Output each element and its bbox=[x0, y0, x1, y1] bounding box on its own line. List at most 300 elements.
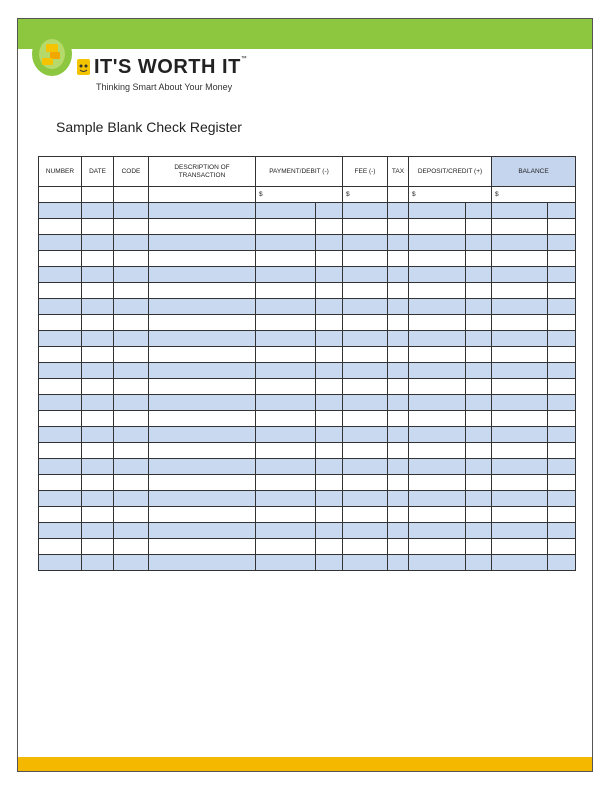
table-row bbox=[39, 555, 576, 571]
table-cell[interactable] bbox=[149, 379, 256, 395]
table-cell[interactable] bbox=[343, 315, 388, 331]
table-cell[interactable] bbox=[39, 331, 82, 347]
table-cell[interactable] bbox=[114, 539, 149, 555]
table-row bbox=[39, 251, 576, 267]
table-cell[interactable] bbox=[466, 427, 492, 443]
table-cell[interactable] bbox=[548, 427, 576, 443]
table-cell[interactable] bbox=[492, 331, 548, 347]
table-cell[interactable] bbox=[466, 299, 492, 315]
table-cell[interactable] bbox=[343, 267, 388, 283]
table-cell[interactable] bbox=[492, 411, 548, 427]
table-cell[interactable] bbox=[39, 459, 82, 475]
table-cell[interactable] bbox=[256, 555, 316, 571]
table-cell[interactable] bbox=[39, 315, 82, 331]
payment-dollar-sign[interactable]: $ bbox=[256, 187, 343, 203]
table-cell[interactable] bbox=[256, 539, 316, 555]
table-cell[interactable] bbox=[492, 283, 548, 299]
table-cell[interactable] bbox=[343, 203, 388, 219]
table-cell[interactable] bbox=[149, 459, 256, 475]
header-description-line1: DESCRIPTION OF bbox=[174, 163, 230, 171]
table-cell[interactable] bbox=[548, 411, 576, 427]
table-cell[interactable] bbox=[466, 411, 492, 427]
table-cell[interactable] bbox=[39, 267, 82, 283]
table-cell[interactable] bbox=[316, 379, 343, 395]
table-cell[interactable] bbox=[409, 219, 466, 235]
table-cell[interactable] bbox=[39, 523, 82, 539]
table-cell[interactable] bbox=[466, 395, 492, 411]
table-cell[interactable] bbox=[548, 379, 576, 395]
table-cell[interactable] bbox=[548, 267, 576, 283]
table-row bbox=[39, 395, 576, 411]
table-cell[interactable] bbox=[316, 443, 343, 459]
table-cell[interactable] bbox=[114, 251, 149, 267]
table-cell[interactable] bbox=[466, 491, 492, 507]
table-cell[interactable] bbox=[82, 491, 114, 507]
table-cell[interactable] bbox=[256, 235, 316, 251]
table-cell[interactable] bbox=[82, 443, 114, 459]
table-cell[interactable] bbox=[409, 411, 466, 427]
table-cell[interactable] bbox=[409, 315, 466, 331]
table-cell[interactable] bbox=[388, 411, 409, 427]
table-cell[interactable] bbox=[114, 267, 149, 283]
table-cell[interactable] bbox=[409, 251, 466, 267]
table-cell[interactable] bbox=[114, 219, 149, 235]
table-cell[interactable] bbox=[548, 491, 576, 507]
table-cell[interactable] bbox=[388, 331, 409, 347]
table-cell[interactable] bbox=[82, 283, 114, 299]
table-cell[interactable] bbox=[114, 427, 149, 443]
table-cell[interactable] bbox=[388, 363, 409, 379]
table-cell[interactable] bbox=[388, 523, 409, 539]
table-cell[interactable] bbox=[492, 459, 548, 475]
table-cell[interactable] bbox=[466, 347, 492, 363]
header-description-line2: TRANSACTION bbox=[178, 171, 226, 179]
table-cell[interactable] bbox=[466, 475, 492, 491]
table-cell[interactable] bbox=[466, 331, 492, 347]
table-cell[interactable] bbox=[316, 299, 343, 315]
table-cell[interactable] bbox=[114, 523, 149, 539]
table-cell[interactable] bbox=[114, 507, 149, 523]
table-cell[interactable] bbox=[82, 331, 114, 347]
table-cell[interactable] bbox=[409, 539, 466, 555]
table-cell[interactable] bbox=[343, 251, 388, 267]
table-cell[interactable] bbox=[466, 539, 492, 555]
table-cell[interactable] bbox=[316, 539, 343, 555]
table-cell[interactable] bbox=[409, 459, 466, 475]
table-cell[interactable] bbox=[114, 555, 149, 571]
table-cell[interactable] bbox=[548, 555, 576, 571]
table-cell[interactable] bbox=[388, 347, 409, 363]
table-cell[interactable] bbox=[492, 555, 548, 571]
table-cell[interactable] bbox=[316, 251, 343, 267]
table-cell[interactable] bbox=[39, 187, 82, 203]
table-cell[interactable] bbox=[82, 315, 114, 331]
table-cell[interactable] bbox=[82, 379, 114, 395]
table-cell[interactable] bbox=[548, 347, 576, 363]
table-cell[interactable] bbox=[82, 347, 114, 363]
table-cell[interactable] bbox=[409, 523, 466, 539]
table-cell[interactable] bbox=[39, 539, 82, 555]
table-cell[interactable] bbox=[466, 251, 492, 267]
table-cell[interactable] bbox=[409, 491, 466, 507]
table-cell[interactable] bbox=[114, 347, 149, 363]
table-cell[interactable] bbox=[409, 363, 466, 379]
table-cell[interactable] bbox=[82, 411, 114, 427]
table-cell[interactable] bbox=[492, 379, 548, 395]
table-cell[interactable] bbox=[343, 379, 388, 395]
table-cell[interactable] bbox=[39, 379, 82, 395]
table-cell[interactable] bbox=[114, 203, 149, 219]
table-cell[interactable] bbox=[39, 443, 82, 459]
table-cell[interactable] bbox=[548, 443, 576, 459]
table-cell[interactable] bbox=[82, 219, 114, 235]
dollar-sign-row bbox=[39, 187, 576, 203]
table-row bbox=[39, 491, 576, 507]
table-cell[interactable] bbox=[492, 347, 548, 363]
table-cell[interactable] bbox=[316, 347, 343, 363]
table-cell[interactable] bbox=[256, 267, 316, 283]
table-cell[interactable] bbox=[492, 427, 548, 443]
table-cell[interactable] bbox=[316, 267, 343, 283]
table-cell[interactable] bbox=[388, 475, 409, 491]
table-cell[interactable] bbox=[492, 443, 548, 459]
table-cell[interactable] bbox=[388, 427, 409, 443]
table-row bbox=[39, 347, 576, 363]
table-cell[interactable] bbox=[82, 475, 114, 491]
table-cell[interactable] bbox=[149, 475, 256, 491]
table-cell[interactable] bbox=[409, 507, 466, 523]
table-cell[interactable] bbox=[466, 203, 492, 219]
table-cell[interactable] bbox=[466, 219, 492, 235]
table-cell[interactable] bbox=[256, 299, 316, 315]
table-cell[interactable] bbox=[466, 523, 492, 539]
table-cell[interactable] bbox=[82, 363, 114, 379]
table-cell[interactable] bbox=[409, 347, 466, 363]
table-cell[interactable] bbox=[388, 283, 409, 299]
table-cell[interactable] bbox=[39, 283, 82, 299]
table-cell[interactable] bbox=[343, 539, 388, 555]
table-cell[interactable] bbox=[82, 427, 114, 443]
table-cell[interactable] bbox=[149, 507, 256, 523]
table-cell[interactable] bbox=[256, 443, 316, 459]
table-cell[interactable] bbox=[316, 203, 343, 219]
table-cell[interactable] bbox=[466, 235, 492, 251]
table-cell[interactable] bbox=[409, 395, 466, 411]
table-cell[interactable] bbox=[548, 539, 576, 555]
table-cell[interactable] bbox=[548, 363, 576, 379]
table-cell[interactable] bbox=[82, 203, 114, 219]
table-cell[interactable] bbox=[388, 219, 409, 235]
table-cell[interactable] bbox=[466, 363, 492, 379]
table-cell[interactable] bbox=[492, 395, 548, 411]
table-cell[interactable] bbox=[256, 347, 316, 363]
table-cell[interactable] bbox=[114, 379, 149, 395]
table-cell[interactable] bbox=[39, 507, 82, 523]
table-cell[interactable] bbox=[409, 379, 466, 395]
table-cell[interactable] bbox=[343, 475, 388, 491]
table-cell[interactable] bbox=[466, 459, 492, 475]
table-cell[interactable] bbox=[316, 395, 343, 411]
table-cell[interactable] bbox=[343, 395, 388, 411]
table-cell[interactable] bbox=[388, 443, 409, 459]
header-fee: FEE (-) bbox=[343, 157, 388, 187]
deposit-dollar-sign[interactable]: $ bbox=[409, 187, 492, 203]
table-cell[interactable] bbox=[82, 523, 114, 539]
table-cell[interactable] bbox=[548, 507, 576, 523]
table-cell[interactable] bbox=[388, 539, 409, 555]
table-cell[interactable] bbox=[548, 299, 576, 315]
table-cell[interactable] bbox=[316, 555, 343, 571]
table-cell[interactable] bbox=[256, 491, 316, 507]
table-cell[interactable] bbox=[388, 203, 409, 219]
table-cell[interactable] bbox=[149, 555, 256, 571]
table-cell[interactable] bbox=[466, 379, 492, 395]
table-cell[interactable] bbox=[256, 507, 316, 523]
table-cell[interactable] bbox=[114, 411, 149, 427]
table-cell[interactable] bbox=[388, 315, 409, 331]
table-cell[interactable] bbox=[409, 331, 466, 347]
fee-dollar-sign[interactable]: $ bbox=[343, 187, 388, 203]
table-cell[interactable] bbox=[409, 443, 466, 459]
table-cell[interactable] bbox=[316, 491, 343, 507]
table-cell[interactable] bbox=[548, 315, 576, 331]
table-cell[interactable] bbox=[256, 395, 316, 411]
table-cell[interactable] bbox=[149, 363, 256, 379]
table-cell[interactable] bbox=[256, 251, 316, 267]
table-cell[interactable] bbox=[39, 395, 82, 411]
table-cell[interactable] bbox=[149, 347, 256, 363]
table-cell[interactable] bbox=[256, 459, 316, 475]
table-cell[interactable] bbox=[149, 187, 256, 203]
table-cell[interactable] bbox=[548, 283, 576, 299]
table-cell[interactable] bbox=[548, 523, 576, 539]
table-row bbox=[39, 331, 576, 347]
table-cell[interactable] bbox=[388, 299, 409, 315]
table-cell[interactable] bbox=[492, 363, 548, 379]
table-cell[interactable] bbox=[548, 395, 576, 411]
table-cell[interactable] bbox=[256, 283, 316, 299]
table-cell[interactable] bbox=[82, 539, 114, 555]
table-cell[interactable] bbox=[343, 283, 388, 299]
table-cell[interactable] bbox=[316, 331, 343, 347]
table-cell[interactable] bbox=[149, 523, 256, 539]
table-cell[interactable] bbox=[256, 363, 316, 379]
table-cell[interactable] bbox=[114, 235, 149, 251]
table-cell[interactable] bbox=[343, 299, 388, 315]
table-cell[interactable] bbox=[492, 219, 548, 235]
table-cell[interactable] bbox=[149, 315, 256, 331]
table-cell[interactable] bbox=[114, 283, 149, 299]
table-cell[interactable] bbox=[256, 427, 316, 443]
table-cell[interactable] bbox=[256, 315, 316, 331]
table-cell[interactable] bbox=[256, 203, 316, 219]
table-cell[interactable] bbox=[316, 235, 343, 251]
table-cell[interactable] bbox=[388, 235, 409, 251]
table-cell[interactable] bbox=[114, 443, 149, 459]
table-cell[interactable] bbox=[316, 411, 343, 427]
table-cell[interactable] bbox=[114, 491, 149, 507]
table-cell[interactable] bbox=[388, 187, 409, 203]
table-cell[interactable] bbox=[114, 363, 149, 379]
table-cell[interactable] bbox=[114, 475, 149, 491]
table-cell[interactable] bbox=[39, 203, 82, 219]
table-cell[interactable] bbox=[388, 507, 409, 523]
table-cell[interactable] bbox=[316, 283, 343, 299]
table-cell[interactable] bbox=[343, 363, 388, 379]
table-cell[interactable] bbox=[149, 203, 256, 219]
table-cell[interactable] bbox=[343, 491, 388, 507]
table-cell[interactable] bbox=[149, 235, 256, 251]
table-cell[interactable] bbox=[149, 411, 256, 427]
table-cell[interactable] bbox=[82, 507, 114, 523]
table-cell[interactable] bbox=[149, 331, 256, 347]
table-cell[interactable] bbox=[149, 427, 256, 443]
table-cell[interactable] bbox=[409, 283, 466, 299]
table-cell[interactable] bbox=[548, 235, 576, 251]
table-cell[interactable] bbox=[492, 507, 548, 523]
table-cell[interactable] bbox=[316, 315, 343, 331]
brand-name bbox=[94, 56, 247, 79]
table-cell[interactable] bbox=[548, 203, 576, 219]
table-cell[interactable] bbox=[316, 219, 343, 235]
table-cell[interactable] bbox=[114, 187, 149, 203]
table-cell[interactable] bbox=[343, 507, 388, 523]
table-cell[interactable] bbox=[149, 491, 256, 507]
table-cell[interactable] bbox=[149, 443, 256, 459]
table-cell[interactable] bbox=[409, 203, 466, 219]
table-cell[interactable] bbox=[466, 315, 492, 331]
table-row bbox=[39, 235, 576, 251]
table-cell[interactable] bbox=[149, 219, 256, 235]
table-cell[interactable] bbox=[149, 395, 256, 411]
table-cell[interactable] bbox=[39, 251, 82, 267]
table-cell[interactable] bbox=[39, 363, 82, 379]
table-cell[interactable] bbox=[343, 443, 388, 459]
table-cell[interactable] bbox=[388, 379, 409, 395]
table-cell[interactable] bbox=[149, 267, 256, 283]
table-cell[interactable] bbox=[466, 283, 492, 299]
table-cell[interactable] bbox=[388, 459, 409, 475]
table-cell[interactable] bbox=[343, 459, 388, 475]
table-cell[interactable] bbox=[409, 299, 466, 315]
table-cell[interactable] bbox=[466, 555, 492, 571]
table-cell[interactable] bbox=[82, 267, 114, 283]
table-cell[interactable] bbox=[388, 555, 409, 571]
table-cell[interactable] bbox=[548, 251, 576, 267]
table-cell[interactable] bbox=[343, 555, 388, 571]
table-cell[interactable] bbox=[316, 475, 343, 491]
table-cell[interactable] bbox=[82, 299, 114, 315]
table-cell[interactable] bbox=[82, 251, 114, 267]
table-cell[interactable] bbox=[39, 219, 82, 235]
table-cell[interactable] bbox=[492, 475, 548, 491]
table-cell[interactable] bbox=[114, 331, 149, 347]
table-cell[interactable] bbox=[82, 395, 114, 411]
table-cell[interactable] bbox=[256, 411, 316, 427]
table-cell[interactable] bbox=[256, 331, 316, 347]
table-cell[interactable] bbox=[466, 443, 492, 459]
table-cell[interactable] bbox=[256, 379, 316, 395]
table-cell[interactable] bbox=[492, 315, 548, 331]
table-cell[interactable] bbox=[82, 235, 114, 251]
table-cell[interactable] bbox=[343, 219, 388, 235]
table-cell[interactable] bbox=[492, 299, 548, 315]
table-cell[interactable] bbox=[256, 475, 316, 491]
table-cell[interactable] bbox=[256, 219, 316, 235]
table-cell[interactable] bbox=[82, 555, 114, 571]
table-cell[interactable] bbox=[409, 555, 466, 571]
table-cell[interactable] bbox=[388, 267, 409, 283]
table-cell[interactable] bbox=[256, 523, 316, 539]
table-cell[interactable] bbox=[316, 507, 343, 523]
brand-name-text: IT'S WORTH IT bbox=[94, 56, 241, 78]
table-cell[interactable] bbox=[492, 251, 548, 267]
table-cell[interactable] bbox=[82, 459, 114, 475]
table-cell[interactable] bbox=[114, 315, 149, 331]
table-cell[interactable] bbox=[548, 331, 576, 347]
table-cell[interactable] bbox=[39, 555, 82, 571]
table-cell[interactable] bbox=[39, 299, 82, 315]
table-cell[interactable] bbox=[492, 203, 548, 219]
table-cell[interactable] bbox=[343, 331, 388, 347]
table-cell[interactable] bbox=[114, 459, 149, 475]
table-cell[interactable] bbox=[492, 539, 548, 555]
table-cell[interactable] bbox=[409, 427, 466, 443]
balance-dollar-sign[interactable]: $ bbox=[492, 187, 576, 203]
table-cell[interactable] bbox=[492, 235, 548, 251]
table-cell[interactable] bbox=[114, 395, 149, 411]
table-cell[interactable] bbox=[409, 475, 466, 491]
table-cell[interactable] bbox=[343, 523, 388, 539]
table-cell[interactable] bbox=[82, 187, 114, 203]
table-cell[interactable] bbox=[149, 539, 256, 555]
table-cell[interactable] bbox=[149, 251, 256, 267]
table-cell[interactable] bbox=[39, 491, 82, 507]
table-cell[interactable] bbox=[316, 427, 343, 443]
table-cell[interactable] bbox=[492, 523, 548, 539]
table-cell[interactable] bbox=[492, 267, 548, 283]
table-cell[interactable] bbox=[39, 411, 82, 427]
table-cell[interactable] bbox=[548, 219, 576, 235]
table-cell[interactable] bbox=[39, 235, 82, 251]
table-cell[interactable] bbox=[114, 299, 149, 315]
table-cell[interactable] bbox=[388, 251, 409, 267]
table-cell[interactable] bbox=[343, 427, 388, 443]
table-cell[interactable] bbox=[388, 395, 409, 411]
table-cell[interactable] bbox=[149, 283, 256, 299]
table-cell[interactable] bbox=[492, 491, 548, 507]
table-cell[interactable] bbox=[316, 459, 343, 475]
table-cell[interactable] bbox=[39, 427, 82, 443]
table-cell[interactable] bbox=[39, 475, 82, 491]
table-cell[interactable] bbox=[466, 507, 492, 523]
table-cell[interactable] bbox=[343, 235, 388, 251]
table-cell[interactable] bbox=[409, 235, 466, 251]
table-cell[interactable] bbox=[548, 475, 576, 491]
table-cell[interactable] bbox=[409, 267, 466, 283]
table-cell[interactable] bbox=[388, 491, 409, 507]
table-row bbox=[39, 267, 576, 283]
table-cell[interactable] bbox=[316, 363, 343, 379]
table-cell[interactable] bbox=[343, 411, 388, 427]
table-row bbox=[39, 427, 576, 443]
table-cell[interactable] bbox=[343, 347, 388, 363]
table-cell[interactable] bbox=[149, 299, 256, 315]
table-cell[interactable] bbox=[39, 347, 82, 363]
table-cell[interactable] bbox=[316, 523, 343, 539]
table-cell[interactable] bbox=[466, 267, 492, 283]
table-cell[interactable] bbox=[548, 459, 576, 475]
